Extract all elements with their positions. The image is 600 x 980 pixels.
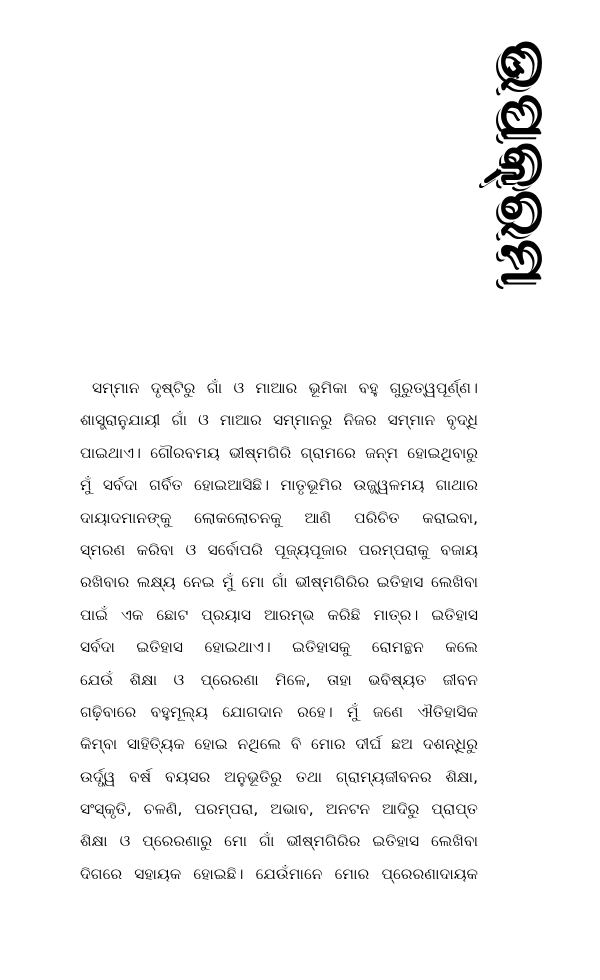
- paragraph-line: ସମ୍ମାନ ଦୃଷ୍ଟିରୁ ଗାଁ ଓ ମାଆର ଭୂମିକା ବହୁ ଗୁରୁତ୍ୱପୂର୍ଣ୍ଣ।: [92, 379, 478, 397]
- paragraph-line: ରଖିବାର ଲକ୍ଷ୍ୟ ନେଇ ମୁଁ ମୋ ଗାଁ ଭୀଷ୍ମଗିରିର ଇତିହାସ ଲେଖିବା: [80, 573, 478, 592]
- paragraph-line: ସ୍ମରଣ କରିବା ଓ ସର୍ବୋପରି ପୂଜ୍ୟପୂଜାର ପରମ୍ପରାକୁ ବଜାୟ: [80, 540, 478, 559]
- paragraph-line: ପାଇଥାଏ। ଗୌରବମୟ ଭୀଷ୍ମଗିରି ଗ୍ରାମରେ ଜନ୍ମ ହୋଇଥିବାରୁ: [80, 443, 478, 462]
- paragraph-line: ପାଇଁ ଏକ ଛୋଟ ପ୍ରୟାସ ଆରମ୍ଭ କରିଛି ମାତ୍ର। ଇତିହାସ: [80, 605, 478, 624]
- paragraph-line: କିମ୍ବା ସାହିତ୍ୟିକ ହୋଇ ନଥିଲେ ବି ମୋର ଦୀର୍ଘ ଛଅ ଦଶନ୍ଧିରୁ: [80, 735, 478, 754]
- paragraph-line: ଗଢ଼ିବାରେ ବହୁମୂଲ୍ୟ ଯୋଗଦାନ ରହେ। ମୁଁ ଜଣେ ଐତିହାସିକ: [80, 702, 478, 721]
- body-paragraph: [80, 372, 478, 890]
- paragraph-line: ସଂସ୍କୃତି, ଚଳଣି, ପରମ୍ପରା, ଅଭାବ, ଅନଟନ ଆଦିରୁ ପ୍ରାପ୍ତ: [80, 800, 478, 819]
- chapter-heading-container: [487, 40, 560, 288]
- paragraph-line: ଯେଉଁ ଶିକ୍ଷା ଓ ପ୍ରେରଣା ମିଳେ, ତାହା ଭବିଷ୍ୟତ ଜୀବନ: [80, 670, 478, 689]
- paragraph-line: ଶିକ୍ଷା ଓ ପ୍ରେରଣାରୁ ମୋ ଗାଁ ଭୀଷ୍ମଗିରିର ଇତିହାସ ଲେଖିବା: [80, 832, 478, 851]
- chapter-heading: ଉପକ୍ରମ: [487, 40, 560, 288]
- paragraph-line: ମୁଁ ସର୍ବଦା ଗର୍ବିତ ହୋଇଆସିଛି। ମାତୃଭୂମିର ଉଜ୍ଜ୍ୱଳମୟ ଗାଥାର: [80, 476, 478, 495]
- paragraph-line: ଉର୍ଦ୍ଧ୍ୱ ବର୍ଷ ବୟସର ଅନୁଭୂତିରୁ ତଥା ଗ୍ରାମ୍ୟଜୀବନର ଶିକ୍ଷା,: [80, 767, 478, 786]
- paragraph-line: ଦାୟାଦମାନଙ୍କୁ ଲୋକଲୋଚନକୁ ଆଣି ପରିଚିତ କରାଇବା,: [80, 508, 478, 527]
- paragraph-line: ଶାସ୍ତ୍ରାନୁଯାୟୀ ଗାଁ ଓ ମାଆର ସମ୍ମାନରୁ ନିଜର ସମ୍ମାନ ବୃଦ୍ଧି: [80, 411, 478, 430]
- paragraph-line: ଦିଗରେ ସହାୟକ ହୋଇଛି। ଯେଉଁମାନେ ମୋର ପ୍ରେରଣାଦାୟକ: [80, 864, 478, 883]
- paragraph-line: ସର୍ବଦା ଇତିହାସ ହୋଇଥାଏ। ଇତିହାସକୁ ରୋମନ୍ଥନ କଲେ: [80, 638, 478, 657]
